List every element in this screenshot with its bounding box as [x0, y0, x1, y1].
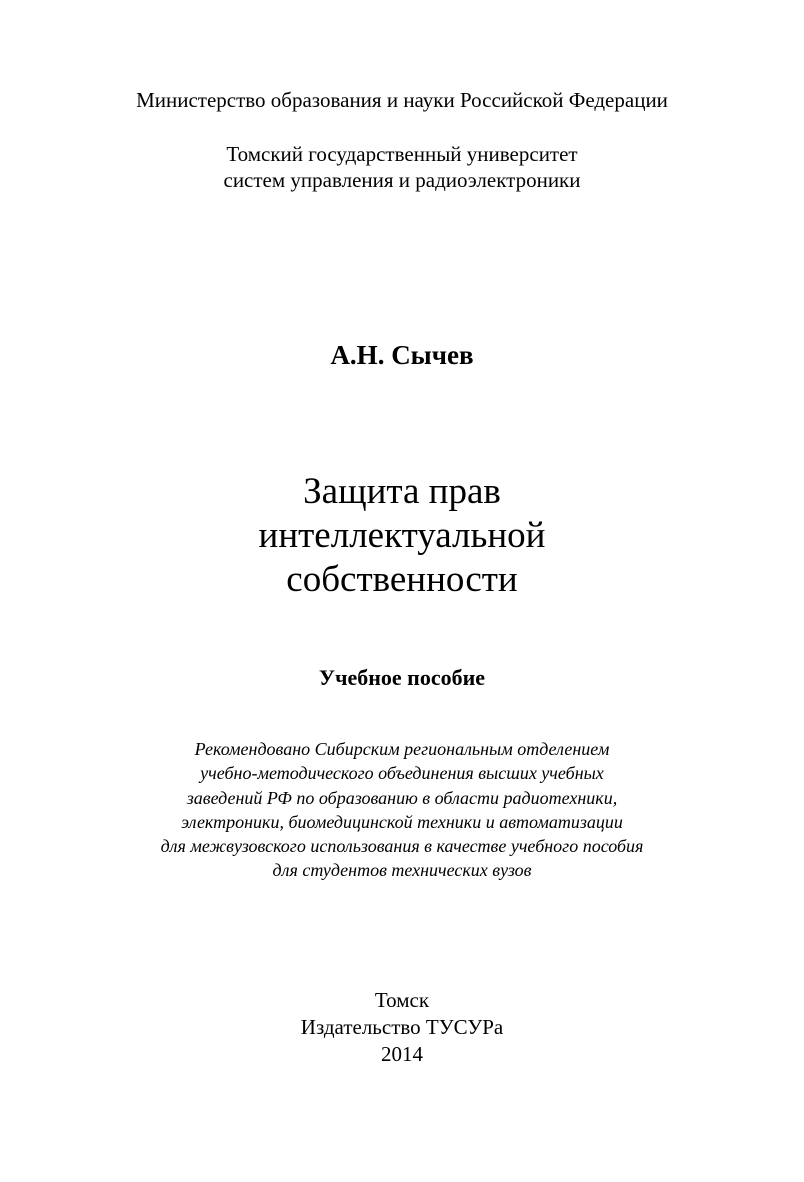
imprint-year: 2014: [381, 1042, 423, 1066]
imprint-city: Томск: [374, 988, 430, 1012]
recommendation-line: заведений РФ по образованию в области радиотехники,: [186, 788, 618, 808]
recommendation-line: Рекомендовано Сибирским региональным отделением: [194, 739, 610, 759]
recommendation-line: для межвузовского использования в качестве учебного пособия: [160, 836, 644, 856]
university-name-line-2: систем управления и радиоэлектроники: [223, 168, 581, 192]
recommendation-line: электроники, биомедицинской техники и автоматизации: [181, 812, 623, 832]
book-title-line-2: интеллектуальной: [258, 515, 546, 556]
author-name: А.Н. Сычев: [330, 340, 474, 370]
university-name-line-1: Томский государственный университет: [226, 142, 578, 166]
book-subtitle: Учебное пособие: [318, 665, 486, 690]
imprint-publisher: Издательство ТУСУРа: [300, 1015, 504, 1039]
book-title-line-1: Защита прав: [303, 471, 501, 512]
recommendation-line: для студентов технических вузов: [272, 860, 532, 880]
recommendation-line: учебно-методического объединения высших учебных: [200, 763, 604, 783]
ministry-name: Министерство образования и науки Российской Федерации: [136, 88, 668, 112]
book-title-line-3: собственности: [286, 559, 518, 600]
